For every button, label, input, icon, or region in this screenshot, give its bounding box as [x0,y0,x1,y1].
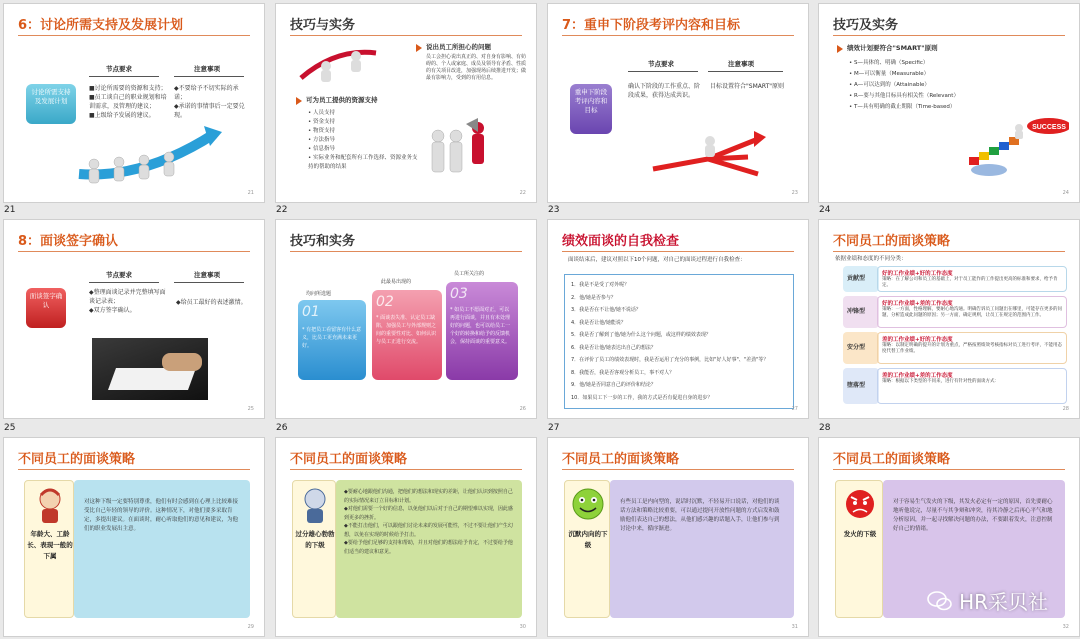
divider [89,76,159,77]
slide-30[interactable] [275,437,537,637]
strategy-panel [336,480,522,618]
page-number: 22 [519,190,526,196]
success-puzzle-illustration [959,112,1069,182]
slide-title: 8：面谈签字确认 [18,234,119,249]
strategy-text: 有些员工是内向型的，说话时沉默，不轻易开口说话，对他们的谈话方法和策略比较重要，可以通过提问开放性问题的方式启发和鼓励他们表达自己的想法，从他们感兴趣的话题入手，让他们参与到讨论中来，循序渐进。 [620,499,780,532]
bullet-arrow-icon [296,97,302,105]
divider [708,71,783,72]
support-list [308,109,418,172]
slide-24[interactable] [818,3,1080,203]
card-label: 员工所关注的 [454,271,485,277]
slide-26[interactable] [275,219,537,419]
slide-title: 不同员工的面谈策略 [833,234,951,249]
card-text: * 面谈表失准、认定员工缺陷，加强员工与外部规则之间的重要性对比、如何认识与员工正进行交流。 [376,315,437,345]
title-divider [18,469,250,470]
page-number: 26 [519,406,526,412]
slide-number-label: 28 [819,423,831,433]
strategy-row: 差的工作业绩+好的工作态度 策略：以制定明确的提升的计划为重点，严格按照绩效考核指标对员工进行考评，不能用态度代替工作业绩。 [877,332,1067,364]
list-item: • 信息指导 [308,146,336,152]
requirements-text: ◆整理面谈记录并完整填写面谈记录表； ◆双方签字确认。 [89,289,166,314]
strategy-row: 好的工作业绩+好的工作态度 策略：在了解公司和员工的基础上，对于员工能作的工作提出更高的标准和要求，给予肯定。 [877,266,1067,292]
slide-25[interactable] [3,219,265,419]
list-item: • S—具体的、明确（Specific） [849,60,929,66]
node-tag: 面谈签字确认 [26,288,66,328]
intro-text: 依据业绩和态度的不同分类： [835,256,907,262]
col-head-notes: 注意事项 [194,65,220,73]
strategy-text: 对这种下级一定要特别尊重，他们有时会感到在心理上比较难接受比自己年轻的领导的评价。这种情况下，对他们要多采取肯定，多提出建议。在面谈时，耐心听取他们的意见和建议，为他们的职业发展出主意。 [84,499,239,532]
slide-number-label: 23 [548,205,560,215]
checklist-box [564,274,794,409]
list-item: • 方法指导 [308,137,336,143]
team-arrow-illustration [74,124,224,194]
strategy-tag: 冲锋型 [843,296,879,328]
slide-number-label: 27 [548,423,560,433]
title-divider [290,35,522,36]
list-item: • 人员支持 [308,110,336,116]
page-number: 21 [247,190,254,196]
requirements-text: ■讨论所需要的资源和支持； ■员工谈自己的职业规划和培训需求，及管理的建议； ■上级给予发展的建议。 [89,85,167,119]
card-number: 01 [302,304,320,320]
success-badge: SUCCESS [1032,124,1066,131]
page-number: 29 [247,624,254,630]
slide-title: 绩效面谈的自我检查 [562,234,680,249]
card-label: 均问所选题 [306,291,332,297]
divider [628,71,698,72]
col-head-requirements: 节点要求 [106,65,132,73]
notes-text: ◆不要给予不切实际的承诺； ◆承诺的事情事后一定要兑现。 [174,85,245,119]
slide-title: 技巧与实务 [290,18,356,33]
divider [174,76,244,77]
strategy-text: 对于容易生气发火的下级，其发火必定有一定的原因，首先要耐心地听他说完，尽量不与其争辩和冲突，待其冷静之后再心平气和地分析原因，并一起寻找解决问题的办法，不要跟着发火，注意控制好自己的情绪。 [893,499,1053,532]
slide-28[interactable] [818,219,1080,419]
slide-title: 技巧和实务 [290,234,356,249]
list-item: • M—可以衡量（Measurable） [849,71,930,77]
strategy-panel [74,480,250,618]
page-number: 28 [1062,406,1069,412]
page-number: 25 [247,406,254,412]
slide-23[interactable] [547,3,809,203]
page-number: 23 [791,190,798,196]
strategy-tag: 堕落型 [843,368,879,404]
page-number: 27 [791,406,798,412]
section-heading: 说出员工所担心的问题 [426,43,491,51]
title-divider [833,35,1065,36]
employee-label: 过分雄心勃勃的下级 [295,530,335,549]
card-label: 此最易出现的 [381,279,412,285]
col-head-notes: 注意事项 [194,271,220,279]
title-divider [562,251,794,252]
card-number: 02 [376,294,394,310]
helping-hand-illustration [296,38,386,88]
list-item: • 资金支持 [308,119,336,125]
list-item: • 物资支持 [308,128,336,134]
section-text: 员工会担心说出真正的、对自身有影响、有妨碍的、个人或家庭、成员及领导有矛盾、性质的有关项目改进，加强现场后续推进开发；做最有影响力，受到的有用信息。 [426,54,527,81]
title-divider [290,251,522,252]
title-divider [18,35,250,36]
title-divider [562,469,794,470]
list-item: 3．我是否在不让他/她不说话？ [571,307,641,313]
slide-title: 7：重申下阶段考评内容和目标 [562,18,741,33]
intro-text: 面谈结束后，建议对照以下10个问题，对自己的面谈过程进行自我检查： [568,257,746,263]
list-item: 10．如果员工下一步的工作，我的方式是否有促进自身的进步？ [571,394,713,401]
megaphone-people-illustration [426,114,496,184]
list-item: • 实际业务和配套所有工作选择、资源业务支持的帮助的结果 [308,155,418,170]
slide-title: 不同员工的面谈策略 [18,452,136,467]
requirements-text: 确认下阶段的工作重点、阶段成果，获得达成共识。 [628,83,701,99]
title-divider [290,469,522,470]
slide-21[interactable] [3,3,265,203]
card-number: 03 [450,286,468,302]
list-item: 1．我是不是受了对外呢？ [571,282,630,288]
slide-title: 不同员工的面谈策略 [562,452,680,467]
col-head-requirements: 节点要求 [106,271,132,279]
employee-card [835,480,883,618]
strategy-tag: 贡献型 [843,266,879,292]
list-item: 2．他/她是否参与？ [571,294,616,301]
list-item: 9．他/她是否同意自己的评价和结论？ [571,382,656,388]
slide-title: 不同员工的面谈策略 [833,452,951,467]
card-text: * 有把员工看留客有什么意义，比员工更充满未来更好。 [302,327,362,349]
slide-27[interactable] [547,219,809,419]
slide-number-label: 25 [4,423,16,433]
wechat-icon [927,590,953,612]
smiley-face-icon [571,487,605,521]
list-item: • T—具有明确的截止期限（Time-based） [849,104,956,110]
node-tag: 讨论所需支持及发展计划 [26,84,76,124]
list-item: 6．我是否让他/她表达出自己的想法？ [571,344,656,351]
smart-list [849,58,1029,113]
card-text: * 如员工不愿面对正，可以再进行面谈，并且有未处理好的问题，也可以给员工一个好的转换和给予的反馈机会，保持面谈的重要意义。 [450,307,511,345]
slide-31[interactable] [547,437,809,637]
list-item: 7．在评价了员工的绩效表现时，我是否运用了充分的事例，比如"好人好事"、"差劲"等？ [571,357,769,363]
slide-29[interactable] [3,437,265,637]
title-divider [833,251,1065,252]
notes-text: 目标设置符合"SMART"原则 [710,83,785,90]
section-heading: 可为员工提供的资源支持 [306,96,378,104]
notes-text: ◆给员工最好的表述激情。 [176,299,247,306]
bullet-arrow-icon [416,44,422,52]
slide-number-label: 21 [4,205,16,215]
divider [174,282,244,283]
slide-number-label: 22 [276,205,288,215]
watermark-text: HR采贝社 [959,590,1048,614]
strategy-row: 好的工作业绩+差的工作态度 策略：一方面，性格理解，要耐心地沟通。明确告诉员工问题出在哪里，可能存在更多的问题，分析造成此问题的原因；另一方面，确定规则，让员工在规定的范围内工作。 [877,296,1067,328]
title-divider [562,35,794,36]
checklist [571,279,787,404]
slide-number-label: 26 [276,423,288,433]
title-divider [18,251,250,252]
watermark [927,586,1048,615]
page-number: 32 [1062,624,1069,630]
employee-label: 沉默内向的下级 [568,530,608,549]
slide-title: 不同员工的面谈策略 [290,452,408,467]
tip-card [372,290,442,380]
signing-photo [92,338,208,400]
slide-title: 技巧及实务 [833,18,899,33]
divider [89,282,159,283]
employee-card [292,480,336,618]
list-item: 8．我能否，我是否客观分析员工，事不对人？ [571,369,675,376]
col-head-notes: 注意事项 [728,60,754,68]
col-head-requirements: 节点要求 [648,60,674,68]
bullet-arrow-icon [837,45,843,53]
elderly-figure-icon [33,485,67,525]
employee-card [564,480,610,618]
slide-title: 6：讨论所需支持及发展计划 [18,18,184,33]
employee-label: 发火的下级 [843,530,877,538]
node-tag: 重申下阶段考评内容和目标 [570,84,612,134]
employee-card [24,480,74,618]
slide-number-label: 24 [819,205,831,215]
strategy-tag: 安分型 [843,332,879,364]
list-item: • R—要与其他目标具有相关性（Relevant） [849,93,959,99]
list-item: 4．我是否让他/她能说？ [571,319,626,326]
list-item: • A—可以达到的（Attainable） [849,82,930,88]
strategy-text: ◆要耐心地跟他们沟通，把他们的想法和现实的差距，让他们认识到按照自己的实际情况来订立目标和计划。 ◆对他们需要一个好的信息，以免他们以后对于自己的期望难以实现，因此感到更多的挫折。 ◆不能打击他们，可以跟他们讨论未来的发展可能性，不过不要让他们产生幻想，以免在实现的时候给予打击。 ◆要给予他们足够的支持和帮助，并且对他们的想法给予肯定，不过要给予他们适当的建议和意见。 [344,489,513,555]
crossroads-arrows-illustration [648,119,768,189]
angry-figure-icon [843,487,877,521]
list-item: 5．我是否了解到了他/她为什么这个问题，或这样的绩效表现？ [571,332,711,338]
title-divider [833,469,1065,470]
tip-card [446,282,518,380]
section-heading: 绩效计划要符合"SMART"原则 [847,44,938,52]
page-number: 24 [1062,190,1069,196]
page-number: 30 [519,624,526,630]
slide-22[interactable] [275,3,537,203]
ambitious-figure-icon [299,485,331,525]
employee-label: 年龄大、工龄长、表现一般的下属 [27,530,73,560]
page-number: 31 [791,624,798,630]
strategy-row: 差的工作业绩+差的工作态度 策略：根据以下类型的不同来，进行有针对性的面谈方式： [877,368,1067,404]
tip-card [298,300,366,380]
strategy-panel [610,480,794,618]
